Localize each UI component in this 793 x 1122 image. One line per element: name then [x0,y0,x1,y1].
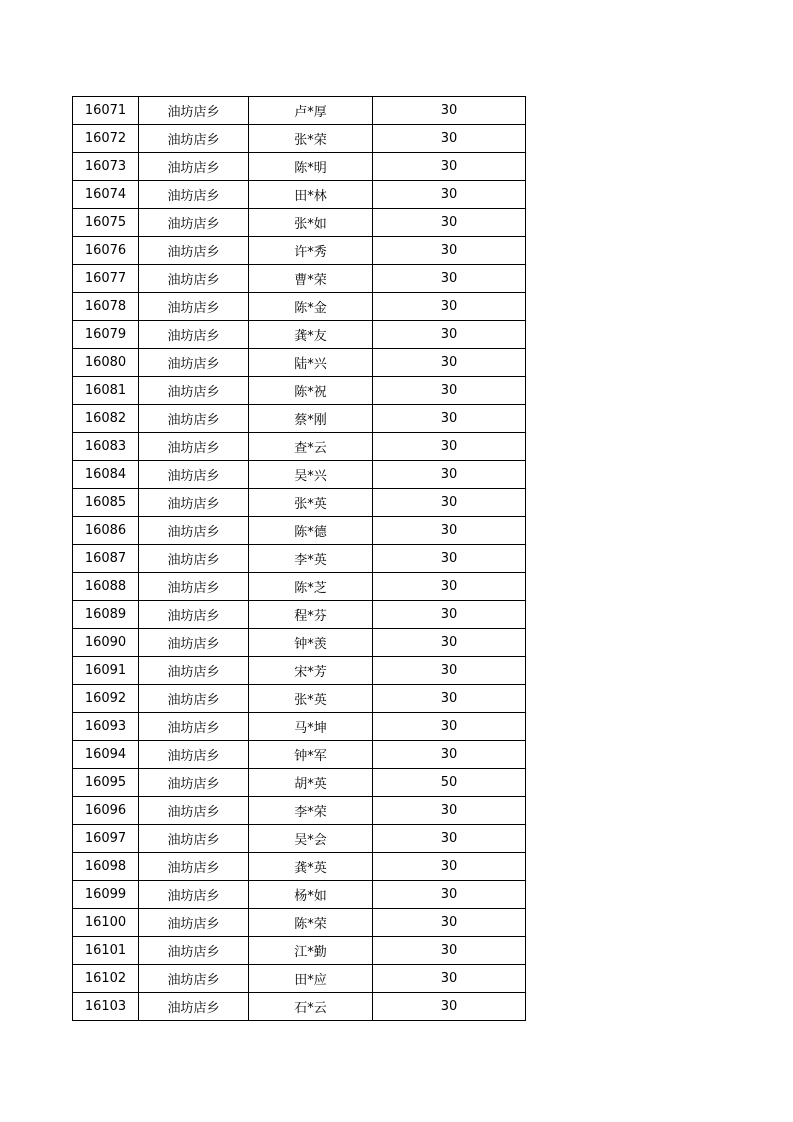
cell-amount: 30 [373,825,526,853]
table-row [73,433,526,461]
cell-id: 16081 [73,377,139,405]
cell-amount: 30 [373,853,526,881]
cell-name: 曹*荣 [249,265,373,293]
cell-amount: 30 [373,657,526,685]
cell-name: 卢*厚 [249,97,373,125]
cell-name: 陈*金 [249,293,373,321]
cell-town: 油坊店乡 [139,629,249,657]
cell-id: 16075 [73,209,139,237]
cell-id: 16080 [73,349,139,377]
cell-amount: 30 [373,97,526,125]
cell-amount: 30 [373,909,526,937]
cell-amount: 30 [373,265,526,293]
cell-town: 油坊店乡 [139,377,249,405]
table-row [73,685,526,713]
cell-town: 油坊店乡 [139,881,249,909]
cell-amount: 30 [373,349,526,377]
cell-town: 油坊店乡 [139,601,249,629]
data-table [72,96,526,1021]
cell-name: 杨*如 [249,881,373,909]
table-row [73,797,526,825]
cell-id: 16093 [73,713,139,741]
table-row [73,517,526,545]
cell-id: 16095 [73,769,139,797]
table-row [73,125,526,153]
cell-id: 16082 [73,405,139,433]
cell-name: 石*云 [249,993,373,1021]
cell-town: 油坊店乡 [139,741,249,769]
cell-amount: 30 [373,713,526,741]
cell-id: 16092 [73,685,139,713]
cell-amount: 30 [373,293,526,321]
cell-town: 油坊店乡 [139,769,249,797]
cell-name: 陆*兴 [249,349,373,377]
cell-name: 蔡*刚 [249,405,373,433]
table-row [73,293,526,321]
cell-town: 油坊店乡 [139,237,249,265]
table-row [73,97,526,125]
cell-name: 陈*德 [249,517,373,545]
table-row [73,461,526,489]
cell-name: 张*荣 [249,125,373,153]
table-row [73,657,526,685]
cell-name: 钟*军 [249,741,373,769]
cell-amount: 30 [373,573,526,601]
table-row [73,405,526,433]
cell-id: 16098 [73,853,139,881]
cell-amount: 30 [373,545,526,573]
table-row [73,881,526,909]
table-row [73,937,526,965]
cell-town: 油坊店乡 [139,405,249,433]
cell-amount: 50 [373,769,526,797]
table-row [73,909,526,937]
cell-amount: 30 [373,601,526,629]
cell-name: 宋*芳 [249,657,373,685]
cell-id: 16083 [73,433,139,461]
cell-town: 油坊店乡 [139,517,249,545]
cell-id: 16084 [73,461,139,489]
table-row [73,825,526,853]
cell-name: 钟*羡 [249,629,373,657]
cell-name: 李*英 [249,545,373,573]
cell-name: 陈*荣 [249,909,373,937]
cell-amount: 30 [373,937,526,965]
cell-town: 油坊店乡 [139,713,249,741]
cell-town: 油坊店乡 [139,461,249,489]
cell-town: 油坊店乡 [139,293,249,321]
table-row [73,377,526,405]
cell-name: 程*芬 [249,601,373,629]
table-row [73,209,526,237]
cell-amount: 30 [373,965,526,993]
cell-name: 李*荣 [249,797,373,825]
cell-id: 16099 [73,881,139,909]
cell-name: 陈*芝 [249,573,373,601]
cell-name: 龚*英 [249,853,373,881]
cell-amount: 30 [373,685,526,713]
table-row [73,321,526,349]
cell-amount: 30 [373,489,526,517]
cell-name: 张*如 [249,209,373,237]
cell-town: 油坊店乡 [139,349,249,377]
table-row [73,153,526,181]
cell-town: 油坊店乡 [139,181,249,209]
cell-id: 16089 [73,601,139,629]
cell-id: 16072 [73,125,139,153]
cell-id: 16076 [73,237,139,265]
cell-town: 油坊店乡 [139,937,249,965]
cell-town: 油坊店乡 [139,853,249,881]
cell-town: 油坊店乡 [139,545,249,573]
cell-name: 田*林 [249,181,373,209]
table-row [73,237,526,265]
cell-town: 油坊店乡 [139,321,249,349]
cell-amount: 30 [373,209,526,237]
cell-name: 陈*祝 [249,377,373,405]
cell-town: 油坊店乡 [139,685,249,713]
table-row [73,601,526,629]
cell-id: 16094 [73,741,139,769]
cell-town: 油坊店乡 [139,965,249,993]
cell-town: 油坊店乡 [139,433,249,461]
cell-id: 16101 [73,937,139,965]
table-row [73,629,526,657]
cell-id: 16079 [73,321,139,349]
cell-name: 陈*明 [249,153,373,181]
cell-amount: 30 [373,377,526,405]
cell-town: 油坊店乡 [139,153,249,181]
cell-town: 油坊店乡 [139,657,249,685]
cell-id: 16091 [73,657,139,685]
table-row [73,965,526,993]
cell-name: 吴*会 [249,825,373,853]
cell-id: 16077 [73,265,139,293]
cell-name: 胡*英 [249,769,373,797]
cell-id: 16096 [73,797,139,825]
cell-name: 张*英 [249,489,373,517]
cell-id: 16087 [73,545,139,573]
cell-town: 油坊店乡 [139,825,249,853]
table-row [73,573,526,601]
cell-town: 油坊店乡 [139,909,249,937]
cell-amount: 30 [373,517,526,545]
cell-id: 16103 [73,993,139,1021]
cell-name: 田*应 [249,965,373,993]
cell-id: 16100 [73,909,139,937]
table-row [73,769,526,797]
table-row [73,265,526,293]
cell-town: 油坊店乡 [139,797,249,825]
table-row [73,489,526,517]
cell-id: 16071 [73,97,139,125]
cell-id: 16090 [73,629,139,657]
table-row [73,741,526,769]
cell-town: 油坊店乡 [139,993,249,1021]
cell-id: 16085 [73,489,139,517]
table-row [73,545,526,573]
cell-id: 16088 [73,573,139,601]
cell-amount: 30 [373,741,526,769]
cell-id: 16073 [73,153,139,181]
table-row [73,349,526,377]
cell-name: 吴*兴 [249,461,373,489]
cell-amount: 30 [373,629,526,657]
cell-name: 马*坤 [249,713,373,741]
cell-town: 油坊店乡 [139,125,249,153]
table-row [73,853,526,881]
cell-town: 油坊店乡 [139,97,249,125]
cell-name: 龚*友 [249,321,373,349]
cell-amount: 30 [373,181,526,209]
cell-name: 张*英 [249,685,373,713]
cell-town: 油坊店乡 [139,265,249,293]
cell-name: 江*勤 [249,937,373,965]
cell-amount: 30 [373,405,526,433]
cell-amount: 30 [373,993,526,1021]
cell-id: 16086 [73,517,139,545]
cell-town: 油坊店乡 [139,489,249,517]
cell-amount: 30 [373,881,526,909]
table-row [73,181,526,209]
table-body [73,97,526,1021]
cell-amount: 30 [373,321,526,349]
cell-amount: 30 [373,797,526,825]
cell-town: 油坊店乡 [139,573,249,601]
table-row [73,993,526,1021]
cell-id: 16097 [73,825,139,853]
cell-id: 16078 [73,293,139,321]
cell-amount: 30 [373,125,526,153]
cell-amount: 30 [373,237,526,265]
cell-id: 16074 [73,181,139,209]
cell-amount: 30 [373,433,526,461]
cell-amount: 30 [373,461,526,489]
cell-id: 16102 [73,965,139,993]
cell-name: 查*云 [249,433,373,461]
table-row [73,713,526,741]
cell-amount: 30 [373,153,526,181]
cell-name: 许*秀 [249,237,373,265]
cell-town: 油坊店乡 [139,209,249,237]
